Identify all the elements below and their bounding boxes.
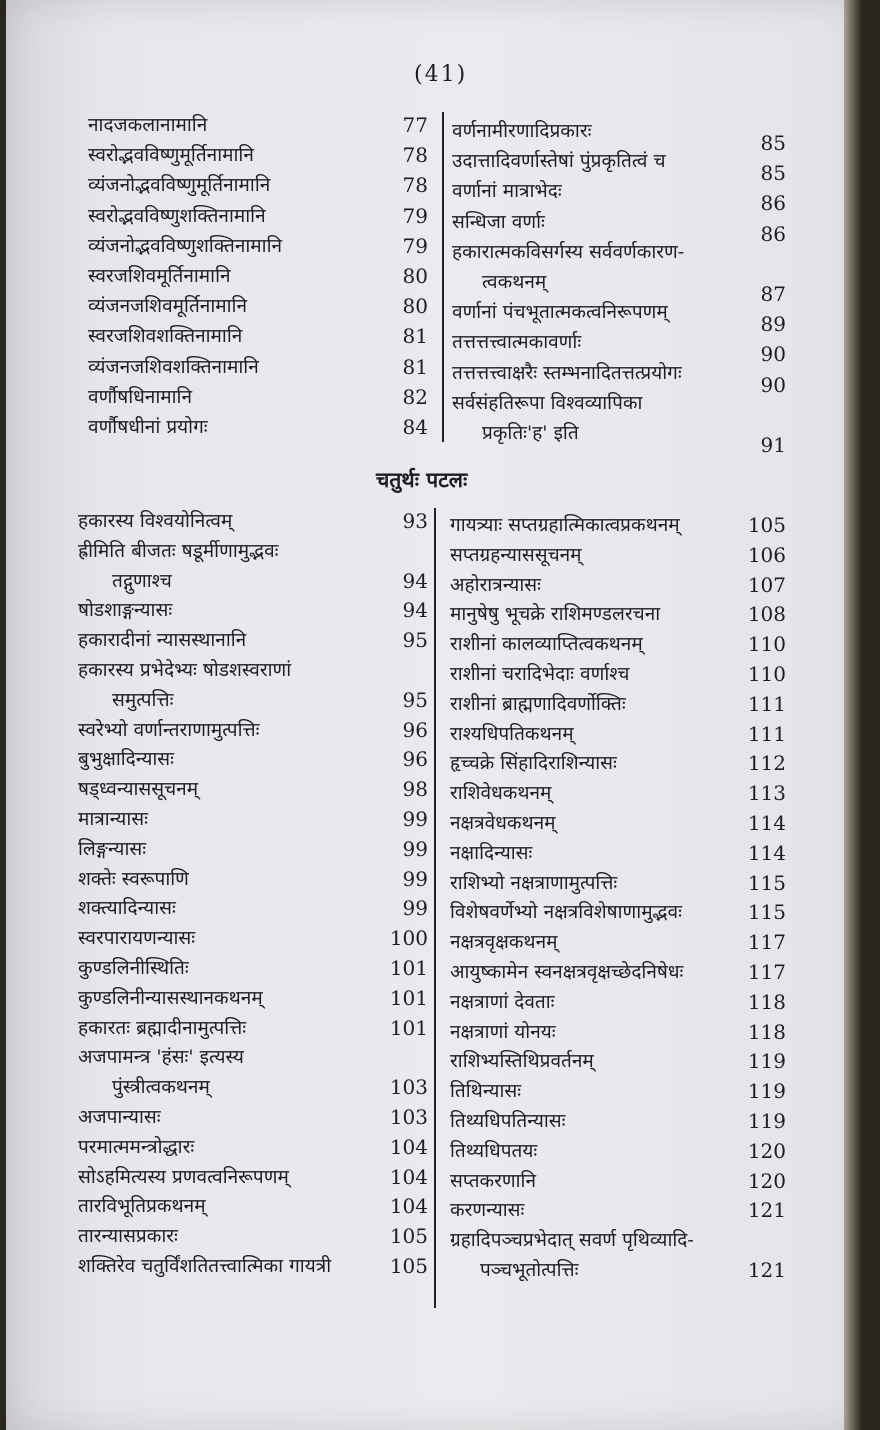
- toc-entry-page: 90: [760, 342, 786, 367]
- toc-entry-title: राशिभ्यस्तिथिप्रवर्तनम्: [450, 1050, 594, 1073]
- toc-entry-title: तारन्यासप्रकारः: [78, 1225, 178, 1248]
- toc-entry-page: 80: [402, 264, 428, 288]
- toc-entry-page: 99: [402, 807, 428, 831]
- toc-entry-title: स्वरेभ्यो वर्णान्तराणामुत्पत्तिः: [78, 718, 260, 741]
- toc-entry-page: 86: [760, 221, 786, 246]
- toc-entry-title: व्यंजनोद्भवविष्णुशक्तिनामानि: [88, 234, 283, 257]
- toc-entry-page: 111: [747, 691, 786, 716]
- toc-entry-title: आयुष्कामेन स्वनक्षत्रवृक्षच्छेदनिषेधः: [450, 961, 684, 983]
- toc-entry-page: 85: [760, 131, 786, 155]
- toc-entry-title: स्वरजशिवशक्तिनामानि: [88, 325, 243, 348]
- toc-entry-title: मानुषेषु भूचक्रे राशिमण्डलरचना: [450, 603, 661, 626]
- toc-entry-page: 115: [747, 900, 786, 925]
- toc-entry-page: 79: [402, 233, 428, 258]
- toc-entry-title: शक्त्यादिन्यासः: [78, 897, 176, 920]
- toc-entry-page: 105: [389, 1224, 428, 1249]
- toc-entry-page: 94: [402, 598, 428, 623]
- toc-entry-title: तत्तत्तत्त्वात्मकावर्णाः: [452, 331, 582, 354]
- toc-entry-title: तिथ्यधिपतिन्यासः: [450, 1110, 566, 1132]
- toc-entry-title: लिङ्गन्यासः: [78, 837, 147, 860]
- toc-entry-title: स्वरजशिवमूर्तिनामानि: [88, 265, 231, 287]
- toc-entry-page: 99: [402, 866, 428, 891]
- toc-entry-title: हृच्चक्रे सिंहादिराशिन्यासः: [450, 752, 617, 775]
- toc-entry-title: विशेषवर्णेभ्यो नक्षत्रविशेषाणामुद्भवः: [450, 901, 682, 924]
- toc-entry-page: 80: [402, 294, 428, 319]
- toc-entry-title: परमात्ममन्त्रोद्धारः: [78, 1135, 195, 1158]
- toc-entry-title: राशीनां चरादिभेदाः वर्णाश्च: [450, 663, 630, 685]
- toc-entry-page: 117: [747, 960, 786, 984]
- toc-entry-page: 110: [747, 632, 786, 657]
- toc-entry-title: शक्तेः स्वरूपाणि: [78, 867, 189, 890]
- toc-entry-page: 103: [389, 1075, 428, 1100]
- toc-entry-page: 115: [747, 870, 786, 895]
- toc-entry-title: बुभुक्षादिन्यासः: [78, 748, 174, 771]
- toc-entry-title: गायत्र्याः सप्तग्रहात्मिकात्वप्रकथनम्: [450, 514, 680, 536]
- toc-entry-title: षड्ध्वन्याससूचनम्: [78, 778, 199, 801]
- toc-entry-title: स्वरोद्भवविष्णुमूर्तिनामानि: [88, 144, 254, 167]
- toc-entry-title-continuation: त्वकथनम्: [482, 271, 547, 293]
- toc-entry-title: व्यंजनजशिवशक्तिनामानि: [88, 355, 259, 378]
- toc-entry-title: तत्तत्तत्त्वाक्षरैः स्तम्भनादितत्तत्प्रयोगः: [452, 361, 682, 384]
- toc-entry-title: षोडशाङ्गन्यासः: [78, 599, 173, 622]
- toc-entry-title: अजपामन्त्र 'हंसः' इत्यस्य: [78, 1046, 244, 1069]
- toc-entry-page: 121: [747, 1258, 786, 1282]
- section-heading: चतुर्थः पटलः: [376, 467, 468, 492]
- toc-entry-page: 103: [389, 1105, 428, 1129]
- toc-entry-title: हकारादीनां न्यासस्थानानि: [78, 629, 247, 652]
- toc-entry-page: 114: [747, 811, 786, 835]
- toc-entry-page: 106: [747, 542, 786, 567]
- toc-entry-page: 108: [747, 602, 786, 627]
- toc-entry-page: 119: [747, 1049, 786, 1074]
- toc-entry-title-continuation: पुंस्त्रीत्वकथनम्: [112, 1076, 210, 1099]
- toc-entry-page: 120: [747, 1168, 786, 1193]
- toc-entry-page: 95: [402, 687, 428, 712]
- toc-entry-title: हकारतः ब्रह्मादीनामुत्पत्तिः: [78, 1016, 247, 1039]
- toc-entry-page: 104: [389, 1194, 428, 1219]
- toc-entry-page: 99: [402, 836, 428, 861]
- toc-entry-title: राशीनां ब्राह्मणादिवर्णोक्तिः: [450, 692, 626, 715]
- toc-entry-title: वर्णौषधीनां प्रयोगः: [88, 416, 208, 438]
- toc-entry-page: 105: [747, 513, 786, 537]
- toc-entry-title: नक्षत्रवृक्षकथनम्: [450, 931, 558, 954]
- toc-entry-title: हकारस्य प्रभेदेभ्यः षोडशस्वराणां: [78, 659, 292, 681]
- toc-entry-title: ग्रहादिपञ्चप्रभेदात् सवर्ण पृथिव्यादि-: [450, 1229, 694, 1252]
- toc-entry-title: सप्तग्रहन्याससूचनम्: [450, 543, 582, 566]
- toc-entry-page: 114: [747, 840, 786, 865]
- toc-entry-page: 81: [402, 354, 428, 379]
- column-divider-lower: [434, 508, 436, 1308]
- toc-entry-title: उदात्तादिवर्णास्तेषां पुंप्रकृतित्वं च: [452, 150, 666, 173]
- toc-entry-page: 96: [402, 717, 428, 742]
- toc-entry-page: 98: [402, 777, 428, 802]
- toc-entry-title-continuation: तद्गुणाश्च: [112, 569, 172, 592]
- toc-entry-page: 101: [389, 985, 428, 1010]
- toc-entry-title: नक्षत्राणां देवताः: [450, 990, 555, 1013]
- toc-entry-page: 78: [402, 143, 428, 168]
- toc-entry-title: व्यंजनजशिवमूर्तिनामानि: [88, 295, 247, 318]
- toc-entry-title: राश्यधिपतिकथनम्: [450, 722, 574, 745]
- toc-entry-title: मात्रान्यासः: [78, 808, 148, 830]
- toc-entry-title: सर्वसंहतिरूपा विश्वव्यापिका: [452, 391, 643, 414]
- toc-entry-title: वर्णनामीरणादिप्रकारः: [452, 120, 592, 142]
- toc-entry-title: हकारात्मकविसर्गस्य सर्ववर्णकारण-: [452, 240, 685, 263]
- toc-entry-page: 77: [402, 113, 428, 137]
- toc-entry-title: सोऽहमित्यस्य प्रणवत्वनिरूपणम्: [78, 1165, 289, 1188]
- toc-entry-page: 85: [760, 161, 786, 186]
- toc-entry-page: 96: [402, 747, 428, 772]
- toc-entry-page: 111: [747, 721, 786, 746]
- toc-entry-title: राशिवेधकथनम्: [450, 782, 552, 805]
- toc-entry-page: 119: [747, 1079, 786, 1104]
- toc-entry-page: 94: [402, 568, 428, 593]
- toc-entry-page: 105: [389, 1254, 428, 1278]
- toc-entry-title-continuation: प्रकृतिः'ह' इति: [482, 422, 579, 444]
- toc-entry-page: 81: [402, 324, 428, 349]
- toc-entry-page: 101: [389, 1015, 428, 1040]
- toc-entry-title: करणन्यासः: [450, 1199, 525, 1222]
- page-number: (41): [414, 62, 468, 87]
- toc-entry-page: 93: [402, 509, 428, 533]
- toc-entry-page: 90: [760, 372, 786, 397]
- toc-entry-page: 117: [747, 930, 786, 955]
- book-page: [6, 0, 862, 1430]
- toc-entry-title: अहोरात्रन्यासः: [450, 573, 541, 596]
- toc-entry-title: शक्तिरेव चतुर्विंशतितत्त्वात्मिका गायत्री: [78, 1255, 332, 1277]
- toc-entry-page: 118: [747, 989, 786, 1014]
- toc-entry-title: अजपान्यासः: [78, 1106, 161, 1128]
- toc-entry-page: 91: [760, 433, 786, 457]
- toc-entry-page: 104: [389, 1134, 428, 1159]
- toc-entry-page: 107: [747, 572, 786, 597]
- toc-entry-title: नक्षादिन्यासः: [450, 841, 533, 864]
- toc-entry-page: 78: [402, 173, 428, 198]
- toc-entry-page: 112: [747, 751, 786, 776]
- toc-entry-page: 120: [747, 1138, 786, 1163]
- toc-entry-title: सन्धिजा वर्णाः: [452, 210, 545, 233]
- toc-entry-title: कुण्डलिनीस्थितिः: [78, 957, 189, 979]
- toc-entry-page: 110: [747, 662, 786, 686]
- toc-entry-page: 101: [389, 956, 428, 980]
- toc-entry-title-continuation: समुत्पत्तिः: [112, 688, 174, 711]
- toc-entry-page: 82: [402, 384, 428, 409]
- toc-entry-title: राशीनां कालव्याप्तित्वकथनम्: [450, 633, 643, 656]
- toc-entry-title: राशिभ्यो नक्षत्राणामुत्पत्तिः: [450, 871, 618, 894]
- toc-entry-page: 118: [747, 1019, 786, 1044]
- toc-entry-page: 104: [389, 1164, 428, 1189]
- toc-entry-page: 100: [389, 926, 428, 951]
- toc-entry-title: ह्रीमिति बीजतः षडूर्मीणामुद्भवः: [78, 539, 279, 562]
- toc-entry-title: सप्तकरणानि: [450, 1169, 537, 1192]
- toc-entry-page: 87: [760, 282, 786, 306]
- toc-entry-page: 79: [402, 203, 428, 228]
- toc-entry-title: तारविभूतिप्रकथनम्: [78, 1195, 206, 1218]
- toc-entry-page: 113: [747, 781, 786, 806]
- toc-entry-page: 86: [760, 191, 786, 216]
- toc-entry-page: 99: [402, 896, 428, 921]
- toc-entry-title-continuation: पञ्चभूतोत्पत्तिः: [480, 1259, 579, 1281]
- column-divider-upper: [442, 112, 444, 442]
- toc-entry-title: नादजकलानामानि: [88, 114, 208, 136]
- toc-entry-page: 84: [402, 415, 428, 439]
- toc-entry-page: 95: [402, 628, 428, 653]
- toc-entry-title: नक्षत्राणां योनयः: [450, 1020, 556, 1043]
- toc-entry-title: कुण्डलिनीन्यासस्थानकथनम्: [78, 986, 263, 1009]
- toc-entry-title: नक्षत्रवेधकथनम्: [450, 812, 556, 834]
- book-spine: [844, 0, 862, 1430]
- toc-entry-title: वर्णौषधिनामानि: [88, 385, 193, 408]
- toc-entry-title: वर्णानां मात्राभेदः: [452, 180, 562, 203]
- toc-entry-page: 119: [747, 1109, 786, 1133]
- toc-entry-title: व्यंजनोद्भवविष्णुमूर्तिनामानि: [88, 174, 271, 197]
- toc-entry-page: 89: [760, 312, 786, 337]
- toc-entry-title: स्वरपारायणन्यासः: [78, 927, 196, 950]
- toc-entry-title: वर्णानां पंचभूतात्मकत्वनिरूपणम्: [452, 301, 668, 324]
- toc-entry-page: 121: [747, 1198, 786, 1223]
- toc-entry-title: स्वरोद्भवविष्णुशक्तिनामानि: [88, 204, 266, 227]
- toc-entry-title: हकारस्य विश्वयोनित्वम्: [78, 510, 233, 532]
- toc-entry-title: तिथिन्यासः: [450, 1080, 522, 1103]
- toc-entry-title: तिथ्यधिपतयः: [450, 1139, 538, 1162]
